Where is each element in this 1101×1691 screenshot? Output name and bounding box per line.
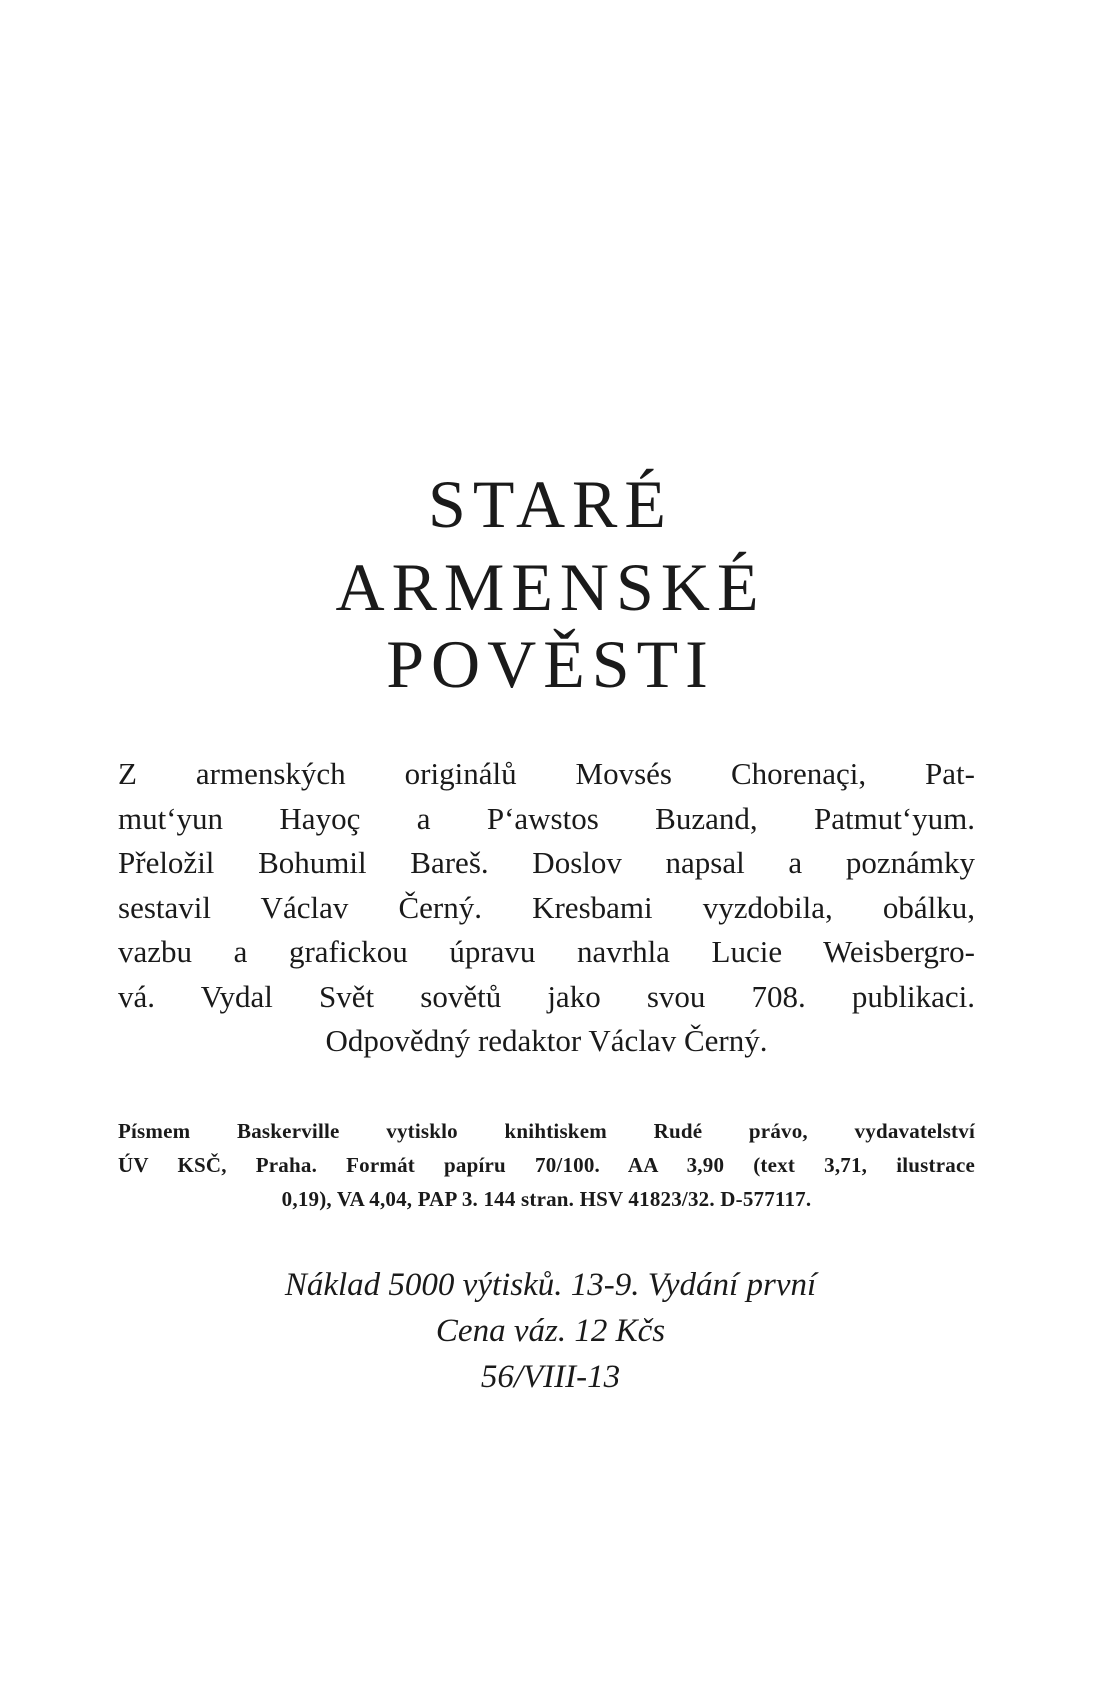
- credits-line: mut‘yun Hayoç a P‘awstos Buzand, Patmut‘yum.: [118, 800, 975, 836]
- imprint-line: Náklad 5000 výtisků. 13-9. Vydání první: [284, 1267, 817, 1303]
- imprint-line: Cena váz. 12 Kčs: [435, 1313, 666, 1349]
- imprint-block: [0, 1262, 1101, 1400]
- credits-line: Z armenských originálů Movsés Chorenaçi, Pat-: [118, 756, 975, 791]
- imprint-line: 56/VIII-13: [480, 1359, 621, 1395]
- title-line-3: POVĚSTI: [386, 626, 715, 702]
- printing-line: Písmem Baskerville vytisklo knihtiskem Rudé právo, vydavatelství: [118, 1119, 975, 1143]
- credits-paragraph: [118, 752, 975, 1064]
- title-line-2: ARMENSKÉ: [335, 549, 766, 625]
- credits-line: vazbu a grafickou úpravu navrhla Lucie Weisbergro-: [118, 934, 975, 969]
- credits-line: Odpovědný redaktor Václav Černý.: [325, 1023, 768, 1058]
- printing-line: ÚV KSČ, Praha. Formát papíru 70/100. AA 3,90 (text 3,71, ilustrace: [118, 1153, 975, 1177]
- credits-line: Přeložil Bohumil Bareš. Doslov napsal a poznámky: [118, 845, 975, 880]
- printing-line: 0,19), VA 4,04, PAP 3. 144 stran. HSV 41823/32. D-577117.: [281, 1187, 812, 1211]
- printing-paragraph: [118, 1114, 975, 1216]
- credits-line: vá. Vydal Svět sovětů jako svou 708. publikaci.: [118, 978, 975, 1014]
- credits-line: sestavil Václav Černý. Kresbami vyzdobila, obálku,: [118, 889, 975, 925]
- title-line-1: STARÉ: [428, 466, 673, 542]
